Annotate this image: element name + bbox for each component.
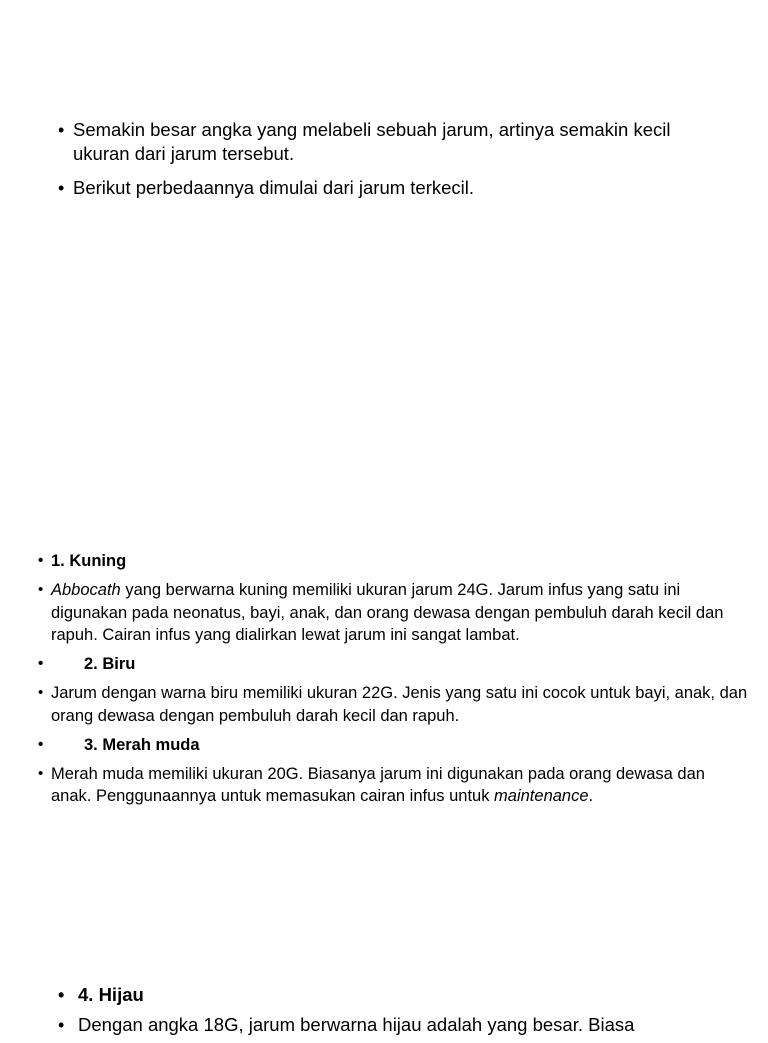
bullet-icon: • [58, 178, 65, 198]
slide-3 [0, 970, 768, 1035]
list-item-hijau-heading [58, 983, 748, 1007]
maintenance-term: maintenance [494, 787, 589, 805]
list-item [58, 118, 718, 166]
bullet-icon: • [58, 120, 65, 140]
kuning-heading: 1. Kuning [51, 552, 127, 570]
merah-desc-text: Merah muda memiliki ukuran 20G. Biasanya jarum ini digunakan pada orang dewasa dan anak. Penggunaannya untuk memasukan cairan infus untuk [51, 764, 705, 805]
biru-desc: Jarum dengan warna biru memiliki ukuran 22G. Jenis yang satu ini cocok untuk bayi, anak, dan orang dewasa dengan pembuluh darah kecil dan rapuh. [51, 684, 748, 725]
list-item-biru-heading [38, 653, 748, 676]
merah-heading: 3. Merah muda [84, 735, 200, 754]
biru-heading: 2. Biru [84, 655, 136, 673]
list-item [58, 176, 718, 200]
list-item-kuning-heading [38, 550, 748, 573]
bullet-icon: • [38, 735, 44, 753]
merah-desc [51, 765, 705, 806]
bullet-icon: • [58, 1015, 65, 1035]
abbocath-term: Abbocath [51, 581, 121, 599]
bullet-text: Semakin besar angka yang melabeli sebuah jarum, artinya semakin kecil ukuran dari jarum tersebut. [73, 119, 671, 164]
list-item-merah-heading [38, 734, 748, 757]
hijau-heading: 4. Hijau [78, 984, 144, 1005]
bullet-icon: • [58, 985, 65, 1005]
bullet-icon: • [38, 764, 44, 782]
bullet-text: Berikut perbedaannya dimulai dari jarum terkecil. [73, 177, 475, 198]
list-item-kuning-desc [38, 579, 748, 647]
bullet-icon: • [38, 581, 44, 598]
slide-3-bullet-list [58, 983, 748, 1043]
merah-desc-end: . [588, 787, 594, 805]
slide-1-bullet-list [58, 118, 718, 210]
list-item-merah-desc [38, 763, 748, 808]
bullet-icon: • [38, 655, 44, 672]
kuning-desc [51, 581, 723, 644]
hijau-desc: Dengan angka 18G, jarum berwarna hijau adalah yang besar. Biasa [78, 1014, 635, 1035]
list-item-hijau-desc [58, 1013, 748, 1037]
list-item-biru-desc [38, 682, 748, 727]
bullet-icon: • [38, 552, 44, 569]
slide-2 [0, 540, 768, 970]
bullet-icon: • [38, 684, 44, 701]
kuning-desc-text: yang berwarna kuning memiliki ukuran jarum 24G. Jarum infus yang satu ini digunakan pada neonatus, bayi, anak, dan orang dewasa dengan pembuluh darah kecil dan rapuh. Cairan infus yang dialirkan lewat jarum ini sangat lambat. [51, 581, 724, 644]
slide-2-bullet-list [38, 550, 748, 814]
